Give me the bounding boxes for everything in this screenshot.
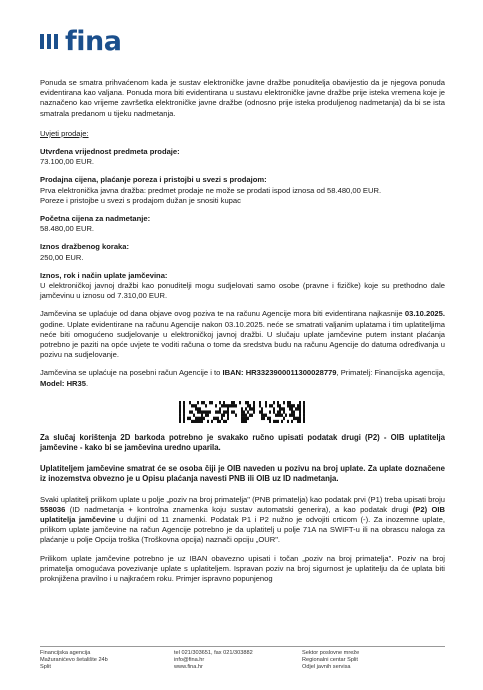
document-body (40, 78, 445, 584)
iban: IBAN: HR3323900011300028779 (222, 368, 337, 378)
deposit-label: Iznos, rok i način uplate jamčevina: (40, 270, 168, 280)
footer-line: Financijska agencija (40, 650, 91, 656)
footer-email[interactable]: info@fina.hr (174, 657, 205, 663)
payer-note: Uplatiteljem jamčevine smatrat će se osoba čiji je OIB naveden u pozivu na broj uplate. Za uplate doznačene iz inozemstva obvezno je u Opisu plaćanja navesti PNB ili OIB uz ID nadmetanja. (40, 463, 445, 484)
page-footer (40, 646, 445, 671)
footer-line: Split (40, 664, 51, 670)
pdf417-barcode (179, 401, 307, 423)
footer-department (302, 650, 442, 671)
account-text-c: . (86, 378, 89, 388)
start-price-label: Početna cijena za nadmetanje: (40, 214, 151, 224)
reference-text-c: u duljini od 11 znamenki. Podatak P1 i P2 nužno je odvojiti crticom (-). Za inozemne uplate, prilikom uplate jamčevine na račun Agencije potrebno je da uplatitelj u polje 71A na SWIFT-u ili na obrascu naloga za plaćanje u polje Opcija troška (Troškovna opcija) naznači opciju „OUR". (40, 514, 445, 545)
deadline-text-b: godine. Uplate evidentirane na računu Agencije nakon 03.10.2025. neće se smatrati valjanim uplatama i tim uplatiteljima neće biti omogućeno sudjelovanje u elektroničkoj javnoj dražbi. U slučaju uplate jamčevine putem instant plaćanja potrebno je paziti na opće uvjete te voditi računa o tome da sredstva budu na računu Agencije do datuma određivanja u pozivu na sudjelovanje. (40, 319, 445, 360)
fina-logo (40, 28, 121, 55)
account-text-a: Jamčevina se uplaćuje na posebni račun Agencije i to (40, 368, 223, 378)
deposit-deadline-paragraph (40, 309, 445, 360)
deadline-date: 03.10.2025. (404, 309, 445, 319)
price-label: Prodajna cijena, plaćanje poreza i pristojbi u svezi s prodajom: (40, 175, 267, 185)
value-label: Utvrđena vrijednost predmeta prodaje: (40, 147, 180, 157)
footer-line: Sektor poslovne mreže (302, 650, 360, 656)
reference-p2: (P2) OIB uplatitelja jamčevine (40, 504, 445, 524)
price-line1: Prva elektronička javna dražba: predmet prodaje ne može se prodati ispod iznosa od 58.480,00 EUR. (40, 185, 382, 195)
reference-number: 558036 (40, 504, 66, 514)
reference-paragraph (40, 495, 445, 546)
footer-line: Regionalni centar Split (302, 657, 358, 663)
footer-website[interactable]: www.fina.hr (174, 664, 203, 670)
logo-text: fina (65, 26, 122, 57)
model: Model: HR35 (40, 378, 86, 388)
footer-address (40, 650, 174, 671)
logo-bars-icon (40, 34, 58, 49)
footer-line: Odjel javnih servisa (302, 664, 351, 670)
value-text: 73.100,00 EUR. (40, 157, 95, 167)
intro-paragraph: Ponuda se smatra prihvaćenom kada je sustav elektroničke javne dražbe ponuditelja obavijestio da je njegova ponuda evidentirana kao valjana. Ponuda mora biti evidentirana u sustavu elektroničke javne dražbe prije isteka vremena koje je naznačeno kao vrijeme završetka elektroničke javne dražbe (odnosno prije isteka produljenog nadmetanja) da bi se ista smatrala predanom u tijeku nadmetanja. (40, 78, 445, 118)
price-line2: Poreze i pristojbe u svezi s prodajom dužan je snositi kupac (40, 195, 241, 205)
reference-text-b: (ID nadmetanja + kontrolna znamenka koju sustav automatski generira), a kao podatak drugi (65, 504, 413, 514)
account-text-b: , Primatelj: Financijska agencija, (336, 368, 446, 378)
final-paragraph: Prilikom uplate jamčevine potrebno je uz IBAN obavezno upisati i točan „poziv na broj primatelja". Poziv na broj primatelja omogućava povezivanje uplate s uplatiteljem. Ispravan poziv na broj sigurnost je uplatitelju da će uplata biti proknjižena pravilno i u najkraćem roku. Primjer ispravno popunjenog (40, 553, 445, 583)
start-price-text: 58.480,00 EUR. (40, 224, 95, 234)
reference-text-a: Svaki uplatitelj prilikom uplate u polje „poziv na broj primatelja" (PNB primatelja) kao podatak prvi (P1) treba upisati broju (40, 494, 445, 504)
step-label: Iznos dražbenog koraka: (40, 242, 130, 252)
footer-contact (174, 650, 302, 671)
footer-line: tel 021/303651, fax 021/303882 (174, 650, 253, 656)
deposit-text: U elektroničkoj javnoj dražbi kao ponuditelji mogu sudjelovati samo osobe (pravne i fizičke) koje su prethodno dale jamčevinu u iznosu od 7.310,00 EUR. (40, 281, 445, 301)
footer-line: Mažuranićevo šetalište 24b (40, 657, 108, 663)
deadline-text-a: Jamčevina se uplaćuje od dana objave ovog poziva te na računu Agencije mora biti evidentirana najkasnije (40, 309, 405, 319)
conditions-heading: Uvjeti prodaje: (40, 128, 89, 138)
step-text: 250,00 EUR. (40, 252, 84, 262)
account-paragraph (40, 368, 445, 388)
barcode-note: Za slučaj korištenja 2D barkoda potrebno je svakako ručno upisati podatak drugi (P2) - OIB uplatitelja jamčevine - kako bi se jamčevina uredno uparila. (40, 432, 445, 453)
